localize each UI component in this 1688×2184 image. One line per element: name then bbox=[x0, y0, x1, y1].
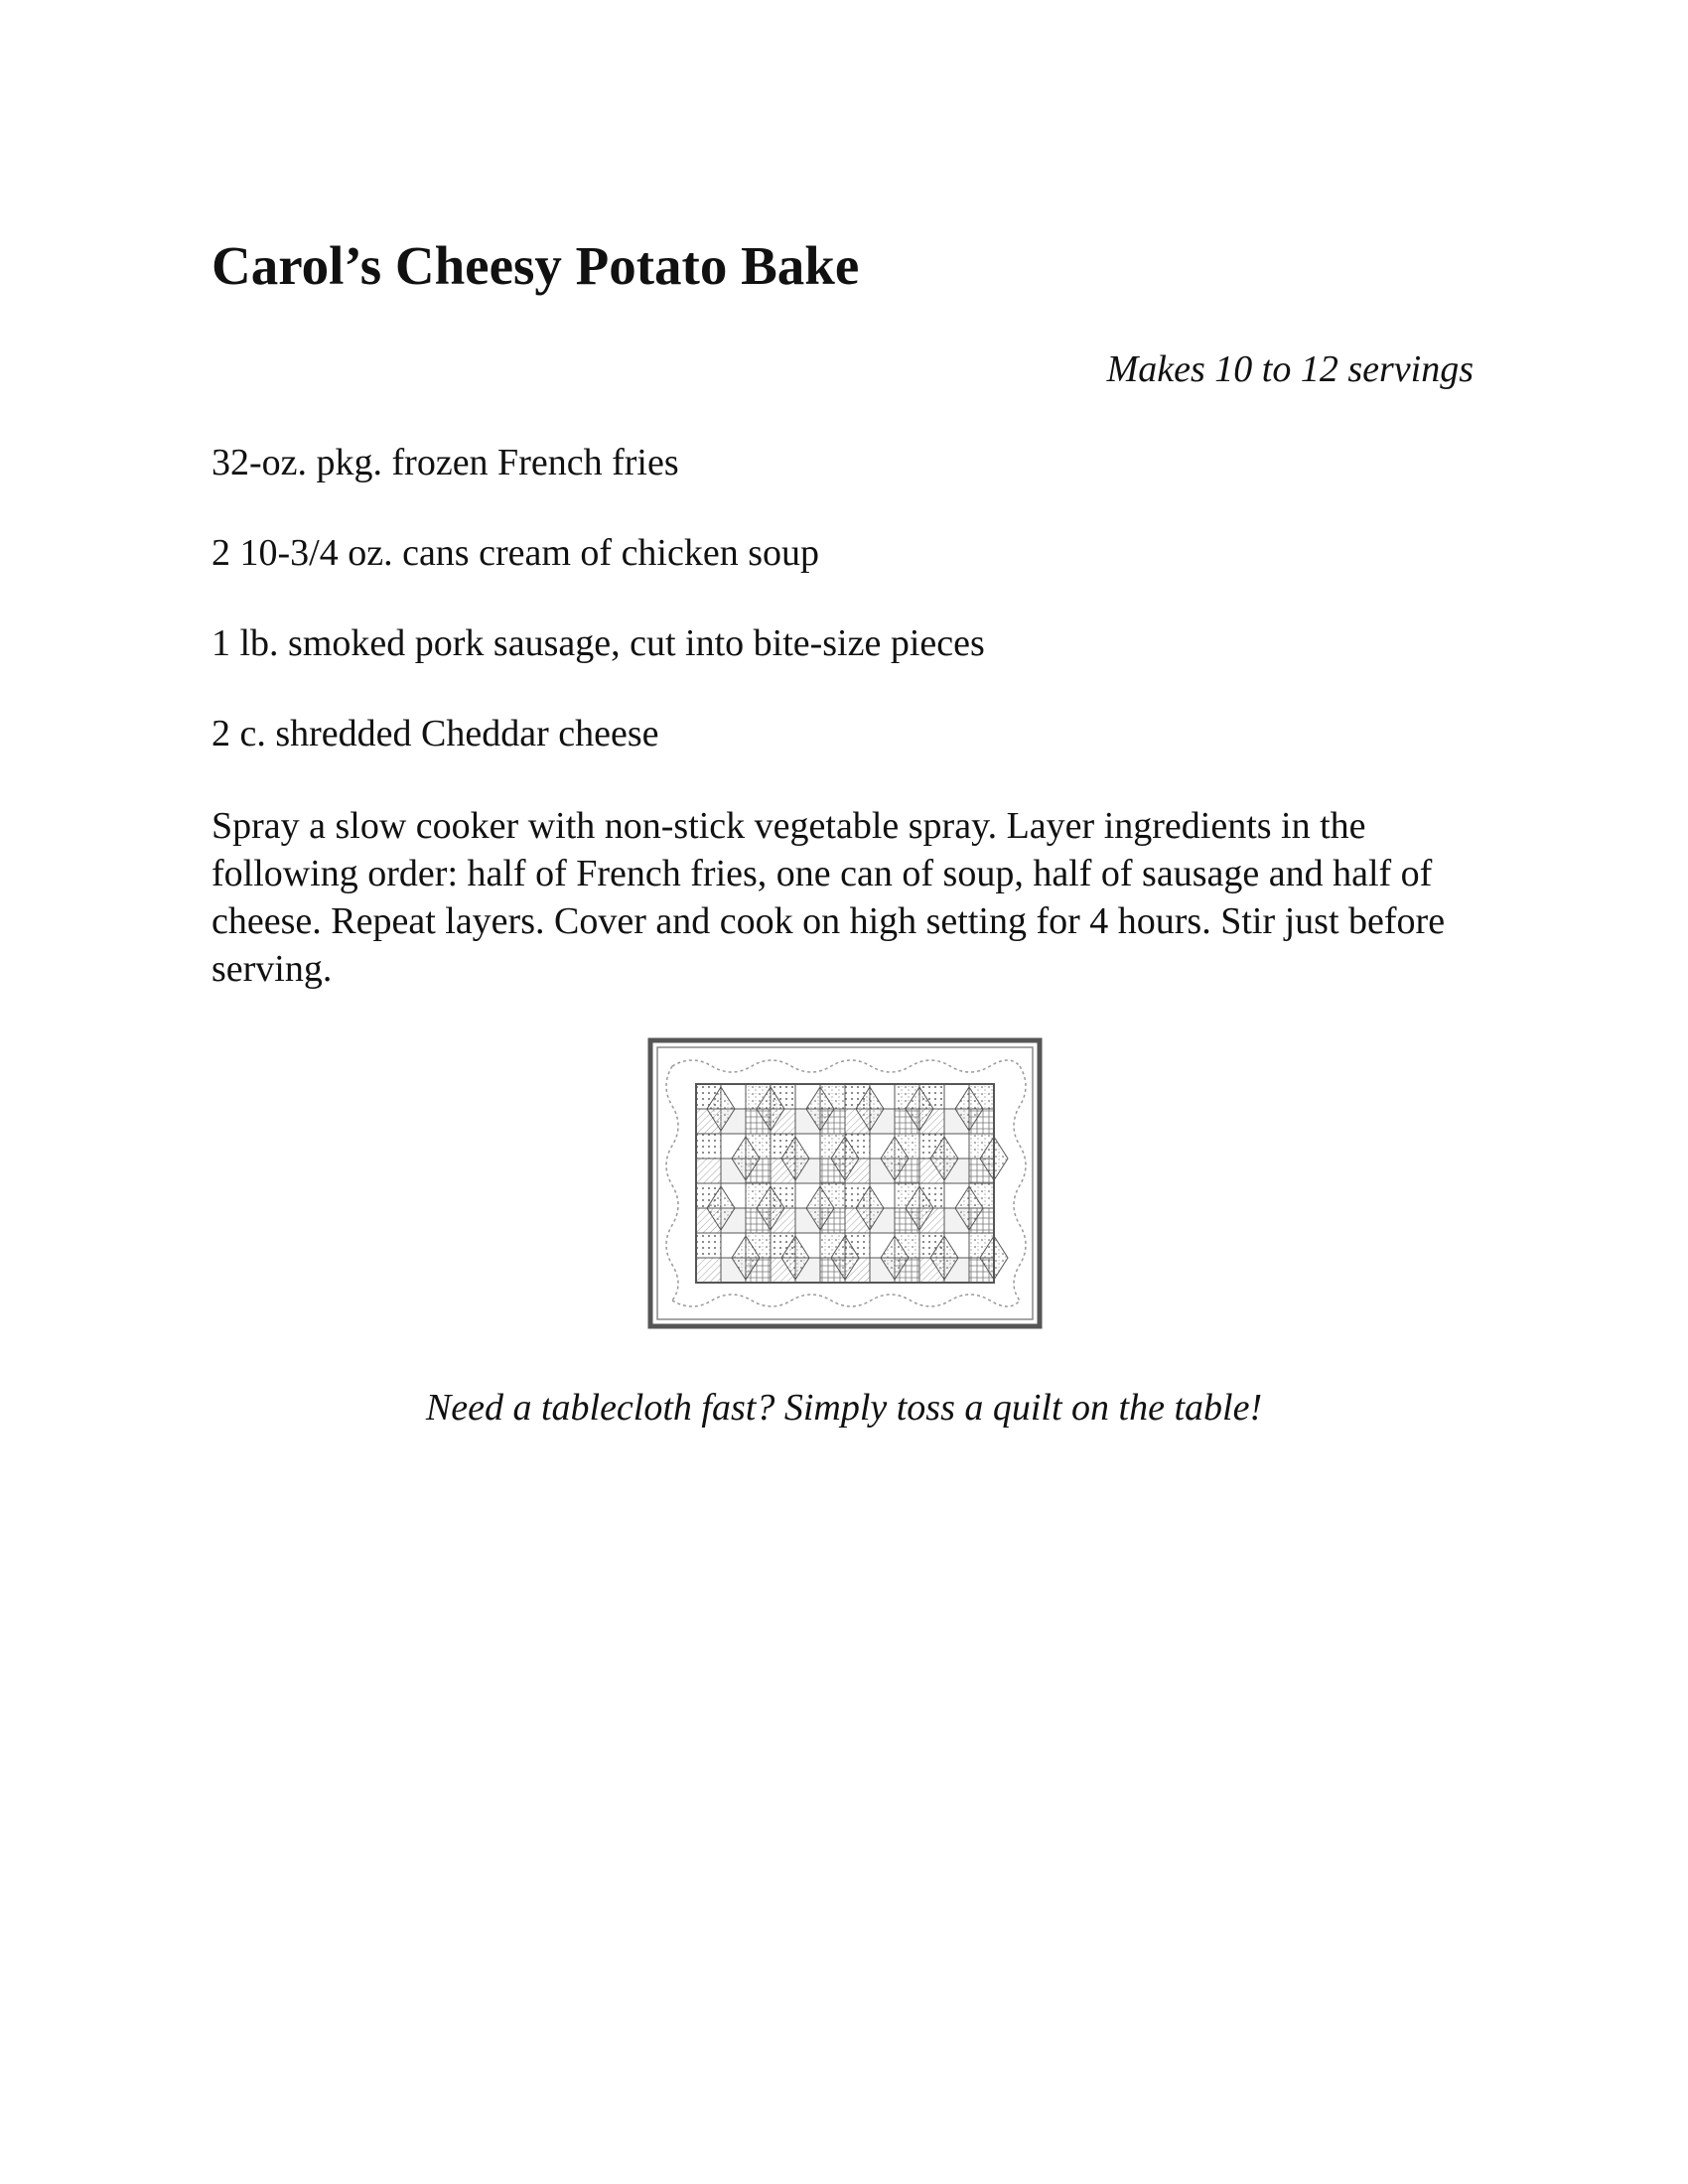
quilt-tip: Need a tablecloth fast? Simply toss a quilt on the table! bbox=[425, 1387, 1263, 1429]
ingredient-list bbox=[211, 443, 985, 804]
servings-yield: Makes 10 to 12 servings bbox=[1106, 348, 1474, 390]
ingredient-item: 1 lb. smoked pork sausage, cut into bite-size pieces bbox=[211, 622, 985, 664]
ingredient-item: 32-oz. pkg. frozen French fries bbox=[211, 442, 679, 483]
recipe-instructions: Spray a slow cooker with non-stick vegetable spray. Layer ingredients in the following order: half of French fries, one can of soup, half of sausage and half of cheese. Repeat layers. Cover and cook on high setting for 4 hours. Stir just before serving. bbox=[211, 805, 1446, 990]
quilt-illustration-icon bbox=[646, 1036, 1044, 1330]
ingredient-item: 2 c. shredded Cheddar cheese bbox=[211, 713, 659, 754]
ingredient-item: 2 10-3/4 oz. cans cream of chicken soup bbox=[211, 532, 820, 574]
recipe-title: Carol’s Cheesy Potato Bake bbox=[211, 235, 860, 296]
